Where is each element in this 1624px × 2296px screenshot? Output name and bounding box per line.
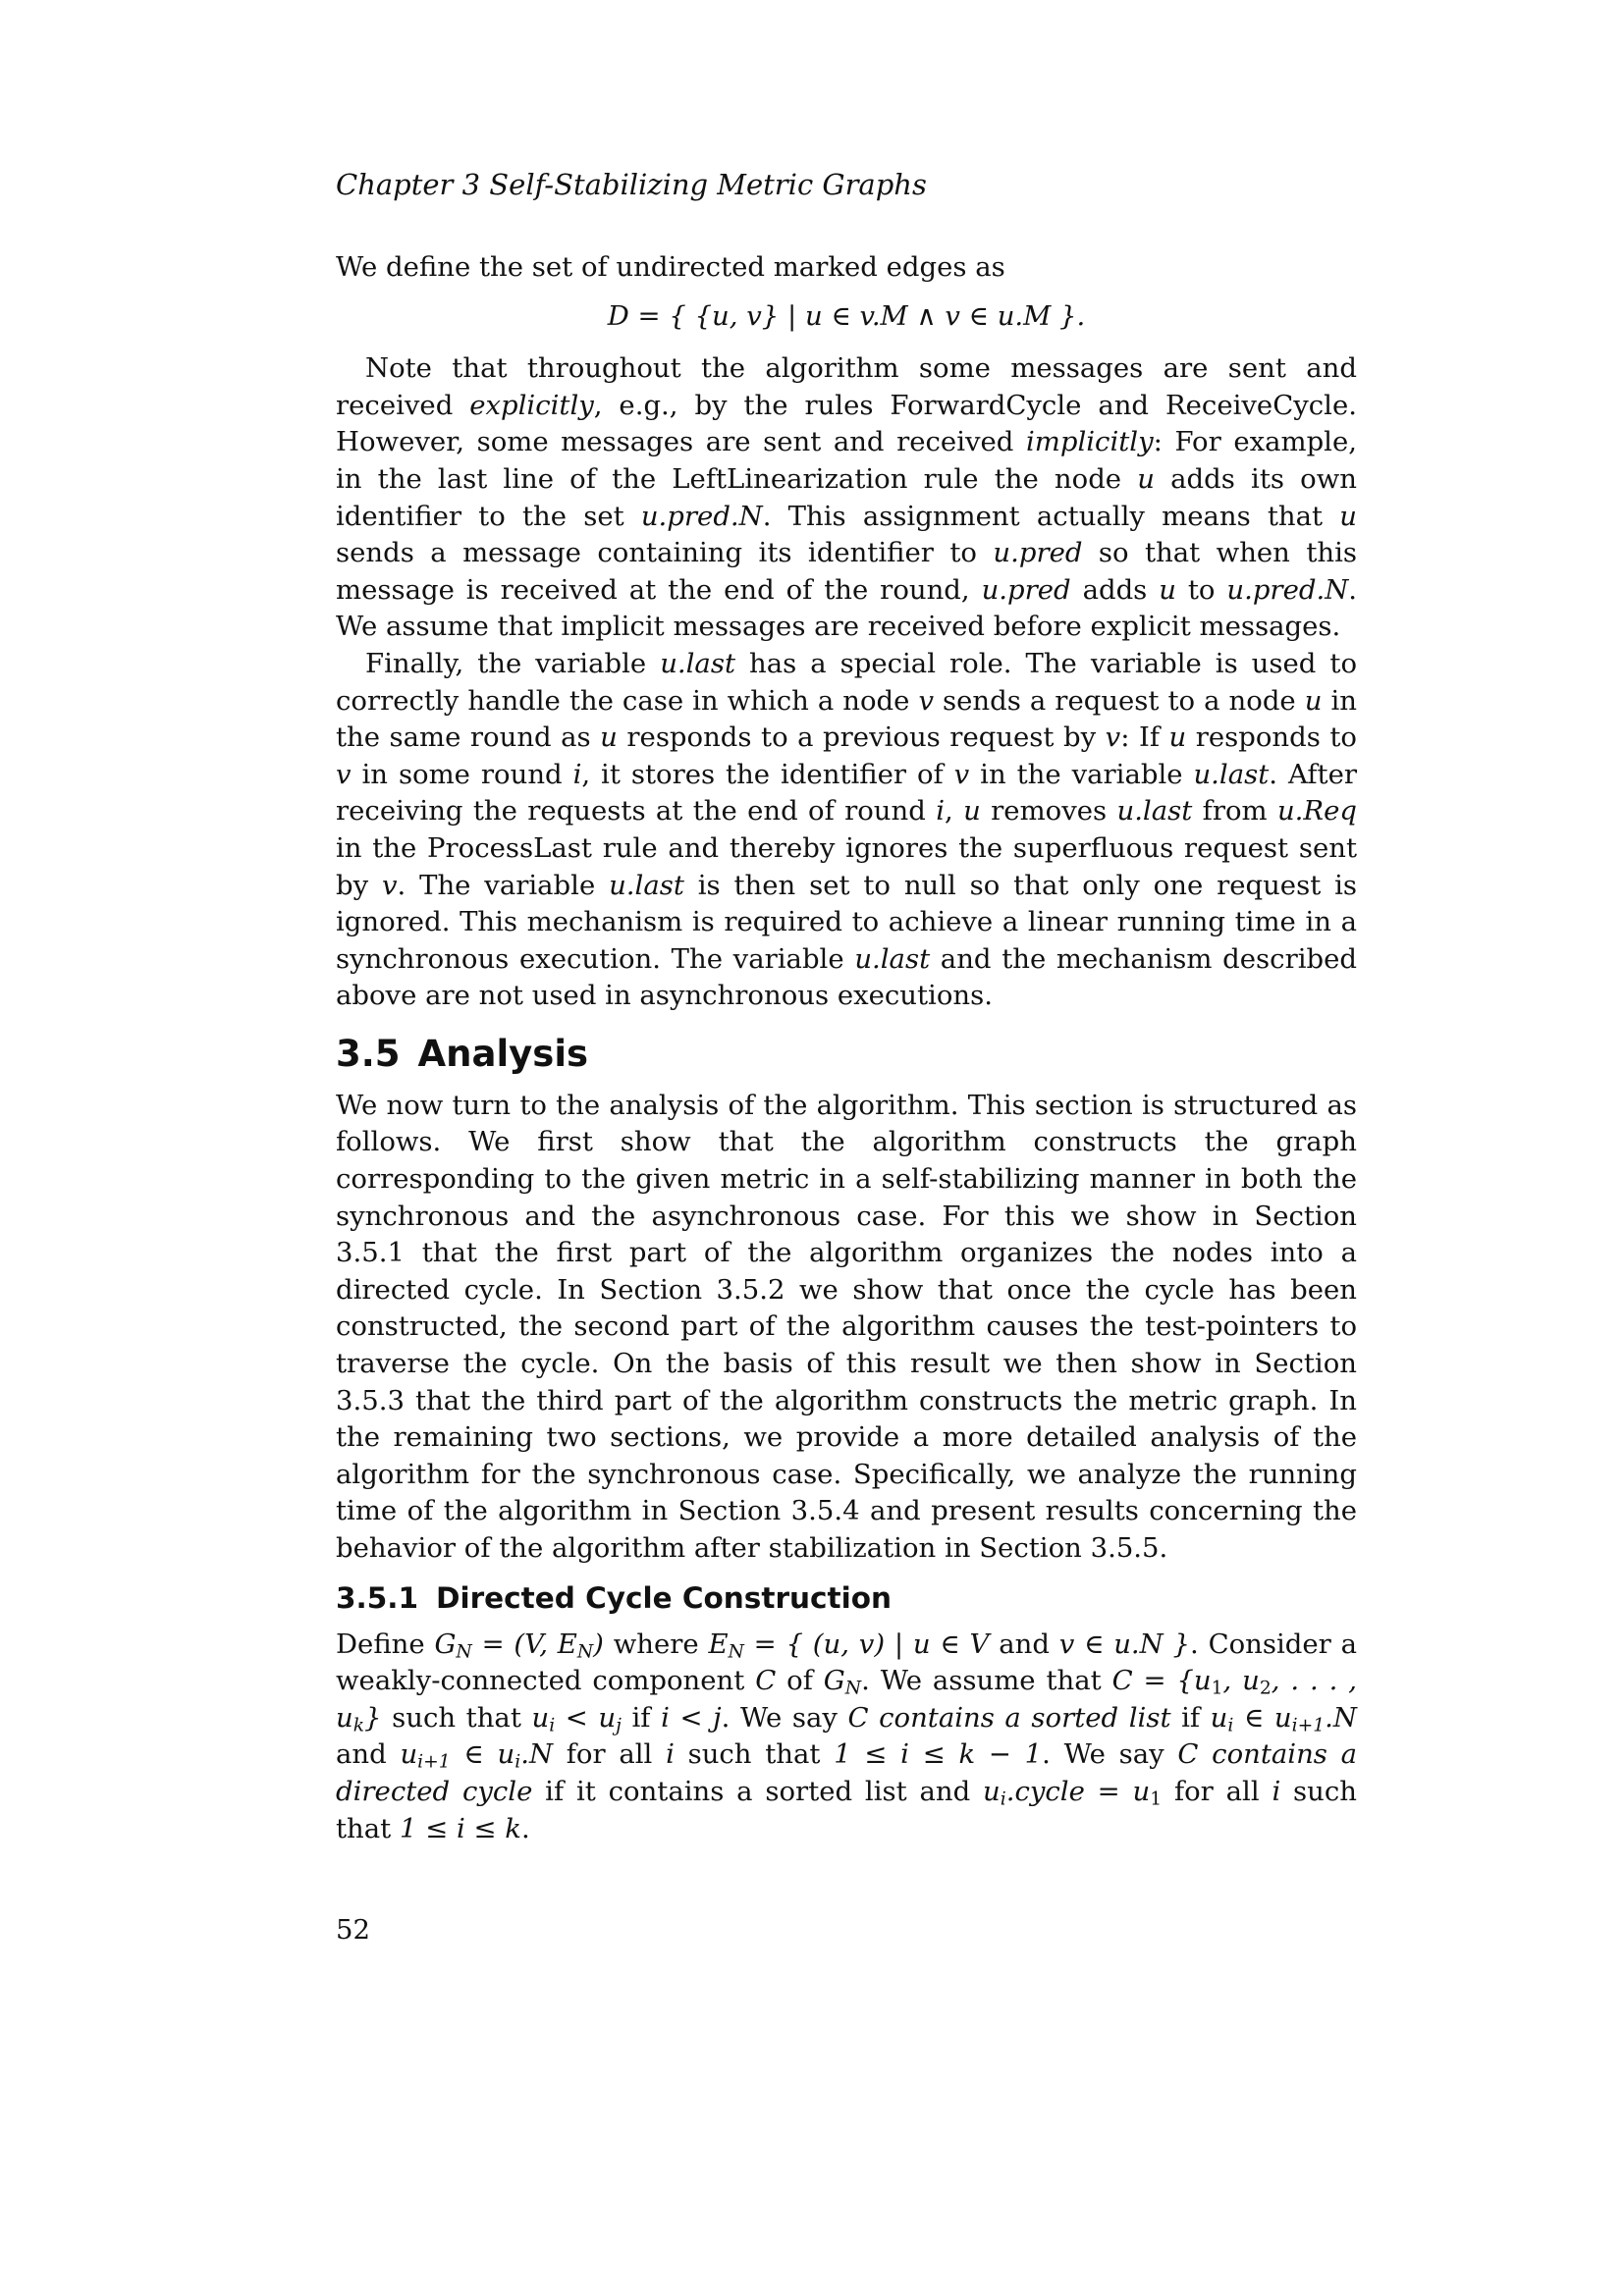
emphasis-contains-sorted-list: contains a sorted list xyxy=(868,1701,1171,1734)
paragraph-analysis-overview: We now turn to the analysis of the algorithm. This section is structured as follows. We first show that the algorithm constructs the graph corresponding to the given metric in a self-stabilizing manner in both the synchronous and the asynchronous case. For this we show in Section 3.5.1 that the first part of the algorithm organizes the nodes into a directed cycle. In Section 3.5.2 we show that once the cycle has been constructed, the second part of the algorithm causes the test-pointers to traverse the cycle. On the basis of this result we then show in Section 3.5.3 that the third part of the algorithm constructs the metric graph. In the remaining two sections, we provide a more detailed analysis of the algorithm for the synchronous case. Specifically, we analyze the running time of the algorithm in Section 3.5.4 and present results concerning the behavior of the algorithm after stabilization in Section 3.5.5. xyxy=(336,1089,1357,1564)
equation-rhs: = { {u, v} | u ∈ v.M ∧ v ∈ u.M }. xyxy=(637,299,1086,332)
section-number: 3.5 xyxy=(336,1032,401,1075)
paragraph-directed-cycle-definition: Define $G_N = (V$, $E_N$) where $E_N$ = { (u, v) | u ∈ V and v ∈ u.N }. Consider a weakly-connected component C of $G_N$. We assume that $C = \{u_1$, $u_2$, . . . , $u_k$} such that $u_i < u_j$ if i < j. We say C contains a sorted list if $u_i$ ∈ $u_{i+1}.N$ and $u_{i+1}$ ∈ $u_i.N$ for all i such that 1 ≤ i ≤ k − 1. We say C contains a directed cycle if it contains a sorted list and $u_i.cycle = u_1$ for all i such that 1 ≤ i ≤ k. xyxy=(336,1628,1358,1844)
display-equation xyxy=(336,298,1357,336)
emphasis-explicitly: explicitly xyxy=(469,389,594,421)
section-title: Analysis xyxy=(417,1032,589,1075)
page-content xyxy=(336,167,1357,1847)
paragraph-implicit-messages: Note that throughout the algorithm some messages are sent and received explicitly, e.g., by the rules ForwardCycle and ReceiveCycle. However, some messages are sent and received implicitly: For example, in the last line of the LeftLinearization rule the node u adds its own identifier to the set u.pred.N. This assignment actually means that u sends a message containing its identifier to u.pred so that when this message is received at the end of the round, u.pred adds u to u.pred.N. We assume that implicit messages are received before explicit messages. xyxy=(336,352,1358,643)
emphasis-contains-directed-cycle: contains a directed cycle xyxy=(336,1738,1358,1807)
subsection-heading-directed-cycle xyxy=(336,1579,1357,1617)
subsection-number: 3.5.1 xyxy=(336,1580,418,1615)
running-head: Chapter 3 Self-Stabilizing Metric Graphs xyxy=(336,168,927,201)
intro-sentence: We define the set of undirected marked edges as xyxy=(336,251,1005,283)
subsection-title: Directed Cycle Construction xyxy=(436,1580,892,1615)
equation-lhs: D xyxy=(607,299,629,332)
page-number: 52 xyxy=(336,1914,370,1946)
emphasis-implicitly: implicitly xyxy=(1025,426,1154,458)
paragraph-variable-last: Finally, the variable u.last has a special role. The variable is used to correctly handle the case in which a node v sends a request to a node u in the same round as u responds to a previous request by v: If u responds to v in some round i, it stores the identifier of v in the variable u.last. After receiving the requests at the end of round i, u removes u.last from u.Req in the ProcessLast rule and thereby ignores the superfluous request sent by v. The variable u.last is then set to null so that only one request is ignored. This mechanism is required to achieve a linear running time in a synchronous execution. The variable u.last and the mechanism described above are not used in asynchronous executions. xyxy=(336,647,1357,1012)
section-heading-analysis xyxy=(336,1033,1357,1076)
